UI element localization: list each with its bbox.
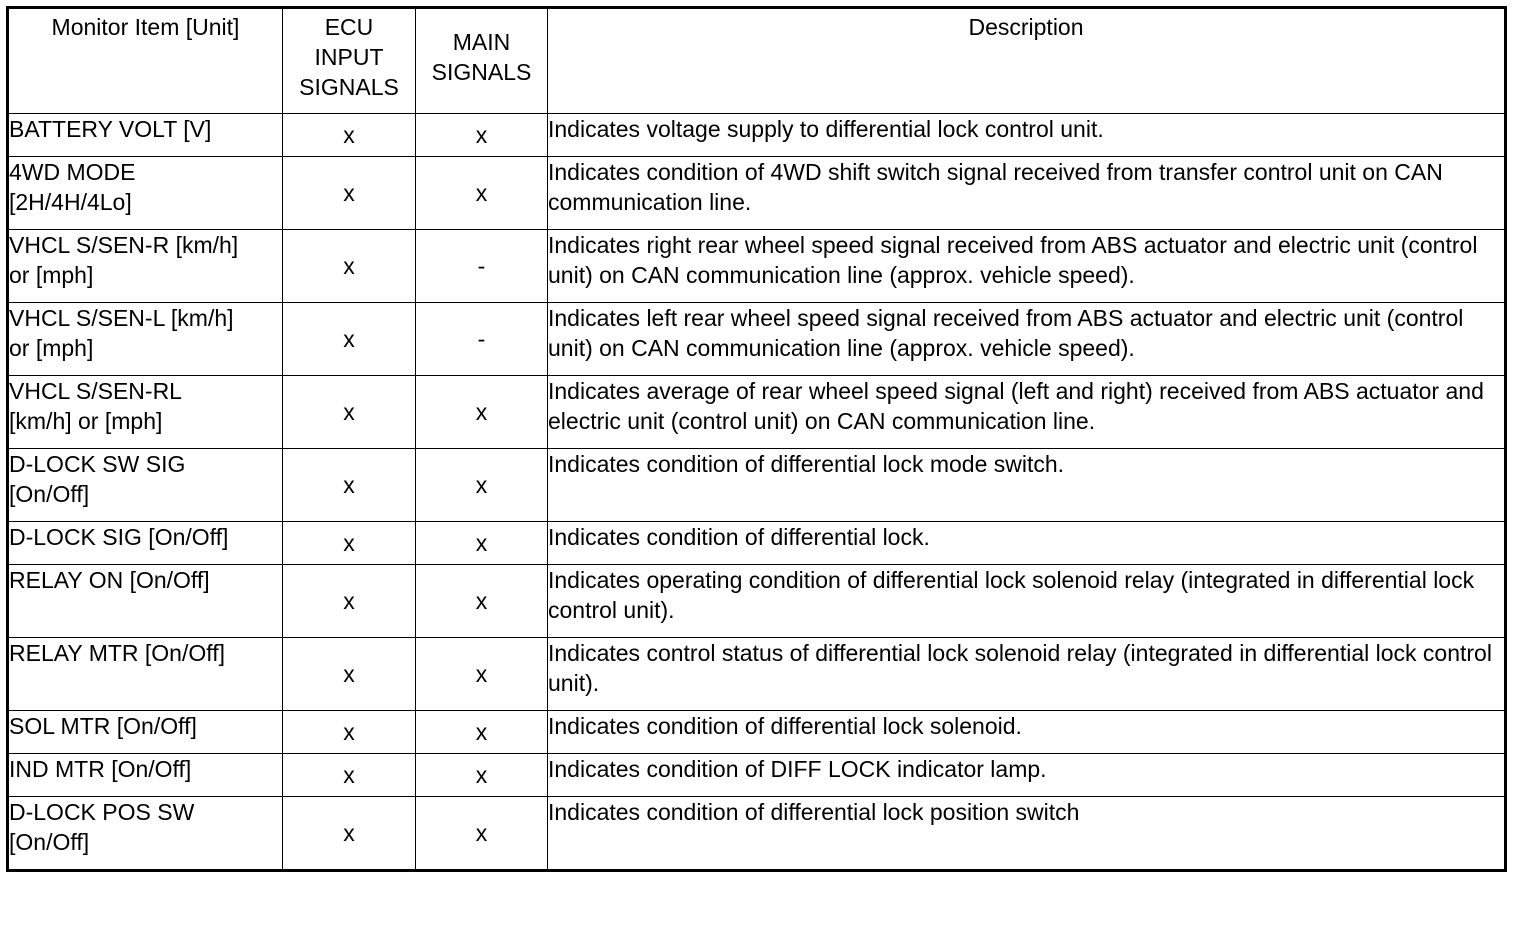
monitor-item-cell: D-LOCK POS SW [On/Off] xyxy=(8,797,283,871)
table-row xyxy=(8,797,1506,871)
header-ecu-line-2: INPUT xyxy=(314,44,384,70)
description-cell: Indicates average of rear wheel speed signal (left and right) received from ABS actuator and electric unit (control unit) on CAN communication line. xyxy=(548,376,1506,449)
ecu-input-signal-cell: x xyxy=(283,797,416,871)
main-signal-cell: x xyxy=(416,449,548,522)
main-signal-cell: - xyxy=(416,303,548,376)
main-signal-cell: x xyxy=(416,797,548,871)
monitor-item-cell: 4WD MODE [2H/4H/4Lo] xyxy=(8,157,283,230)
main-signal-cell: x xyxy=(416,754,548,797)
header-ecu-input-signals-label xyxy=(283,9,415,102)
main-signal-cell: x xyxy=(416,114,548,157)
monitor-item-cell: SOL MTR [On/Off] xyxy=(8,711,283,754)
table-row xyxy=(8,565,1506,638)
table-row xyxy=(8,114,1506,157)
monitor-item-cell: D-LOCK SIG [On/Off] xyxy=(8,522,283,565)
header-ecu-input-signals xyxy=(283,8,416,114)
description-cell: Indicates condition of differential lock mode switch. xyxy=(548,449,1506,522)
description-cell: Indicates left rear wheel speed signal received from ABS actuator and electric unit (control unit) on CAN communication line (approx. vehicle speed). xyxy=(548,303,1506,376)
ecu-input-signal-cell: x xyxy=(283,303,416,376)
header-main-signals xyxy=(416,8,548,114)
ecu-input-signal-cell: x xyxy=(283,638,416,711)
header-main-line-2: SIGNALS xyxy=(431,59,532,85)
header-monitor-item xyxy=(8,8,283,114)
main-signal-cell: - xyxy=(416,230,548,303)
table-row xyxy=(8,303,1506,376)
ecu-input-signal-cell: x xyxy=(283,376,416,449)
main-signal-cell: x xyxy=(416,711,548,754)
table-row xyxy=(8,638,1506,711)
table-row xyxy=(8,522,1506,565)
header-monitor-item-label: Monitor Item [Unit] xyxy=(51,14,240,40)
description-cell: Indicates condition of 4WD shift switch signal received from transfer control unit on CAN communication line. xyxy=(548,157,1506,230)
table-row xyxy=(8,711,1506,754)
table-header-row xyxy=(8,8,1506,114)
table-row xyxy=(8,449,1506,522)
table-row xyxy=(8,376,1506,449)
ecu-input-signal-cell: x xyxy=(283,114,416,157)
main-signal-cell: x xyxy=(416,638,548,711)
ecu-input-signal-cell: x xyxy=(283,711,416,754)
header-description-label: Description xyxy=(968,14,1084,40)
header-description xyxy=(548,8,1506,114)
ecu-input-signal-cell: x xyxy=(283,754,416,797)
description-cell: Indicates condition of differential lock. xyxy=(548,522,1506,565)
description-cell: Indicates voltage supply to differential lock control unit. xyxy=(548,114,1506,157)
description-cell: Indicates control status of differential lock solenoid relay (integrated in differential lock control unit). xyxy=(548,638,1506,711)
table-row xyxy=(8,230,1506,303)
main-signal-cell: x xyxy=(416,376,548,449)
description-cell: Indicates condition of differential lock solenoid. xyxy=(548,711,1506,754)
description-cell: Indicates condition of DIFF LOCK indicator lamp. xyxy=(548,754,1506,797)
header-main-line-1: MAIN xyxy=(452,29,511,55)
monitor-item-cell: IND MTR [On/Off] xyxy=(8,754,283,797)
monitor-item-table xyxy=(6,6,1507,872)
monitor-item-cell: VHCL S/SEN-RL [km/h] or [mph] xyxy=(8,376,283,449)
monitor-item-cell: VHCL S/SEN-R [km/h] or [mph] xyxy=(8,230,283,303)
main-signal-cell: x xyxy=(416,565,548,638)
table-row xyxy=(8,157,1506,230)
ecu-input-signal-cell: x xyxy=(283,157,416,230)
table-row xyxy=(8,754,1506,797)
header-ecu-line-3: SIGNALS xyxy=(299,74,399,100)
description-cell: Indicates operating condition of differential lock solenoid relay (integrated in differential lock control unit). xyxy=(548,565,1506,638)
header-ecu-line-1: ECU xyxy=(324,14,374,40)
main-signal-cell: x xyxy=(416,157,548,230)
monitor-item-cell: D-LOCK SW SIG [On/Off] xyxy=(8,449,283,522)
ecu-input-signal-cell: x xyxy=(283,522,416,565)
monitor-item-cell: RELAY ON [On/Off] xyxy=(8,565,283,638)
description-cell: Indicates condition of differential lock position switch xyxy=(548,797,1506,871)
ecu-input-signal-cell: x xyxy=(283,230,416,303)
monitor-item-cell: RELAY MTR [On/Off] xyxy=(8,638,283,711)
monitor-item-cell: BATTERY VOLT [V] xyxy=(8,114,283,157)
ecu-input-signal-cell: x xyxy=(283,565,416,638)
monitor-item-cell: VHCL S/SEN-L [km/h] or [mph] xyxy=(8,303,283,376)
ecu-input-signal-cell: x xyxy=(283,449,416,522)
description-cell: Indicates right rear wheel speed signal received from ABS actuator and electric unit (control unit) on CAN communication line (approx. vehicle speed). xyxy=(548,230,1506,303)
main-signal-cell: x xyxy=(416,522,548,565)
header-main-signals-label xyxy=(416,9,547,87)
